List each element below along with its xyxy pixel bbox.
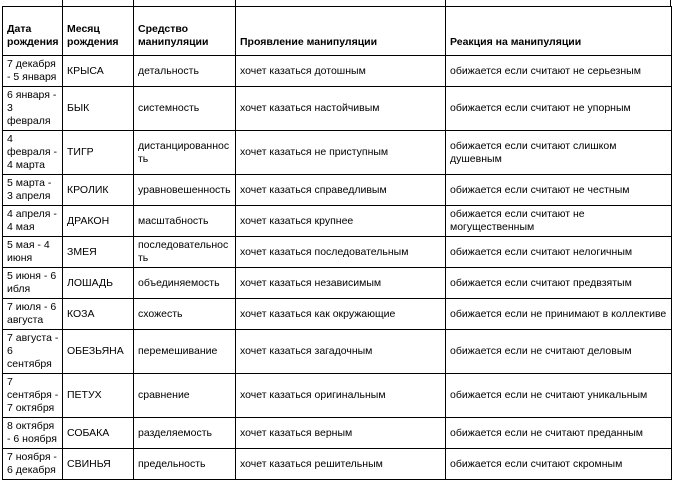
cell-birth-date: 5 марта - 3 апреля xyxy=(3,175,63,206)
manipulation-table xyxy=(2,6,672,480)
column-header-manifestation: Проявление манипуляции xyxy=(236,7,446,56)
cell-manifestation: хочет казаться не приступным xyxy=(236,131,446,175)
cell-means: детальность xyxy=(134,56,236,87)
cell-means: масштабность xyxy=(134,206,236,237)
cut-off-row-sliver xyxy=(2,0,671,6)
grid-line-fragment xyxy=(133,0,134,6)
table-row xyxy=(3,206,672,237)
cell-birth-month: КРЫСА xyxy=(63,56,134,87)
cell-birth-month: СВИНЬЯ xyxy=(63,449,134,480)
cell-means: разделяемость xyxy=(134,418,236,449)
cell-means: схожесть xyxy=(134,299,236,330)
cell-means: дистанцированность xyxy=(134,131,236,175)
cell-reaction: обижается если не принимают в коллективе xyxy=(446,299,672,330)
cell-manifestation: хочет казаться верным xyxy=(236,418,446,449)
cell-birth-month: ОБЕЗЬЯНА xyxy=(63,330,134,374)
cell-manifestation: хочет казаться как окружающие xyxy=(236,299,446,330)
cell-reaction: обижается если считают скромным xyxy=(446,449,672,480)
cell-manifestation: хочет казаться последовательным xyxy=(236,237,446,268)
cell-birth-date: 4 февраля - 4 марта xyxy=(3,131,63,175)
cell-reaction: обижается если считают слишком душевным xyxy=(446,131,672,175)
cell-means: последовательность xyxy=(134,237,236,268)
grid-line-fragment xyxy=(670,0,671,6)
cell-means: сравнение xyxy=(134,374,236,418)
cell-reaction: обижается если считают не честным xyxy=(446,175,672,206)
table-row xyxy=(3,131,672,175)
cell-birth-date: 7 сентября - 7 октября xyxy=(3,374,63,418)
cell-birth-month: КОЗА xyxy=(63,299,134,330)
cell-birth-date: 7 августа - 6 сентября xyxy=(3,330,63,374)
grid-line-fragment xyxy=(235,0,236,6)
table-row xyxy=(3,299,672,330)
cell-birth-month: ДРАКОН xyxy=(63,206,134,237)
column-header-means: Средство манипуляции xyxy=(134,7,236,56)
cell-reaction: обижается если считают не серьезным xyxy=(446,56,672,87)
cell-birth-month: ПЕТУХ xyxy=(63,374,134,418)
cell-birth-date: 5 июня - 6 ибля xyxy=(3,268,63,299)
cell-birth-date: 4 апреля - 4 мая xyxy=(3,206,63,237)
cell-manifestation: хочет казаться независимым xyxy=(236,268,446,299)
cell-birth-month: КРОЛИК xyxy=(63,175,134,206)
cell-birth-date: 8 октября - 6 ноября xyxy=(3,418,63,449)
column-header-birth-date: Дата рождения xyxy=(3,7,63,56)
cell-reaction: обижается если не считают уникальным xyxy=(446,374,672,418)
cell-means: предельность xyxy=(134,449,236,480)
column-header-reaction: Реакция на манипуляции xyxy=(446,7,672,56)
table-body xyxy=(3,56,672,480)
header-row xyxy=(3,7,672,56)
column-header-birth-month: Месяц рождения xyxy=(63,7,134,56)
cell-manifestation: хочет казаться дотошным xyxy=(236,56,446,87)
cell-reaction: обижается если не считают преданным xyxy=(446,418,672,449)
table-row xyxy=(3,418,672,449)
cell-manifestation: хочет казаться настойчивым xyxy=(236,87,446,131)
cell-reaction: обижается если не считают деловым xyxy=(446,330,672,374)
cell-reaction: обижается если считают нелогичным xyxy=(446,237,672,268)
cell-means: объединяемость xyxy=(134,268,236,299)
cell-birth-date: 7 ноября - 6 декабря xyxy=(3,449,63,480)
cell-manifestation: хочет казаться крупнее xyxy=(236,206,446,237)
cell-birth-date: 7 декабря - 5 января xyxy=(3,56,63,87)
table-row xyxy=(3,374,672,418)
cell-manifestation: хочет казаться справедливым xyxy=(236,175,446,206)
table-row xyxy=(3,87,672,131)
table-row xyxy=(3,237,672,268)
cell-birth-month: ЛОШАДЬ xyxy=(63,268,134,299)
cell-birth-date: 7 июля - 6 августа xyxy=(3,299,63,330)
cell-reaction: обижается если считают не могущественным xyxy=(446,206,672,237)
cell-reaction: обижается если считают не упорным xyxy=(446,87,672,131)
cell-birth-date: 5 мая - 4 июня xyxy=(3,237,63,268)
table-row xyxy=(3,56,672,87)
cell-manifestation: хочет казаться оригинальным xyxy=(236,374,446,418)
cell-reaction: обижается если считают предвзятым xyxy=(446,268,672,299)
cell-manifestation: хочет казаться решительным xyxy=(236,449,446,480)
cell-birth-month: БЫК xyxy=(63,87,134,131)
table-row xyxy=(3,268,672,299)
cell-birth-month: ТИГР xyxy=(63,131,134,175)
cell-means: уравновешенность xyxy=(134,175,236,206)
cell-means: системность xyxy=(134,87,236,131)
table-row xyxy=(3,175,672,206)
cell-birth-month: СОБАКА xyxy=(63,418,134,449)
cell-manifestation: хочет казаться загадочным xyxy=(236,330,446,374)
table-row xyxy=(3,330,672,374)
cell-birth-date: 6 января - 3 февраля xyxy=(3,87,63,131)
grid-line-fragment xyxy=(445,0,446,6)
grid-line-fragment xyxy=(62,0,63,6)
table-row xyxy=(3,449,672,480)
cell-means: перемешивание xyxy=(134,330,236,374)
cell-birth-month: ЗМЕЯ xyxy=(63,237,134,268)
